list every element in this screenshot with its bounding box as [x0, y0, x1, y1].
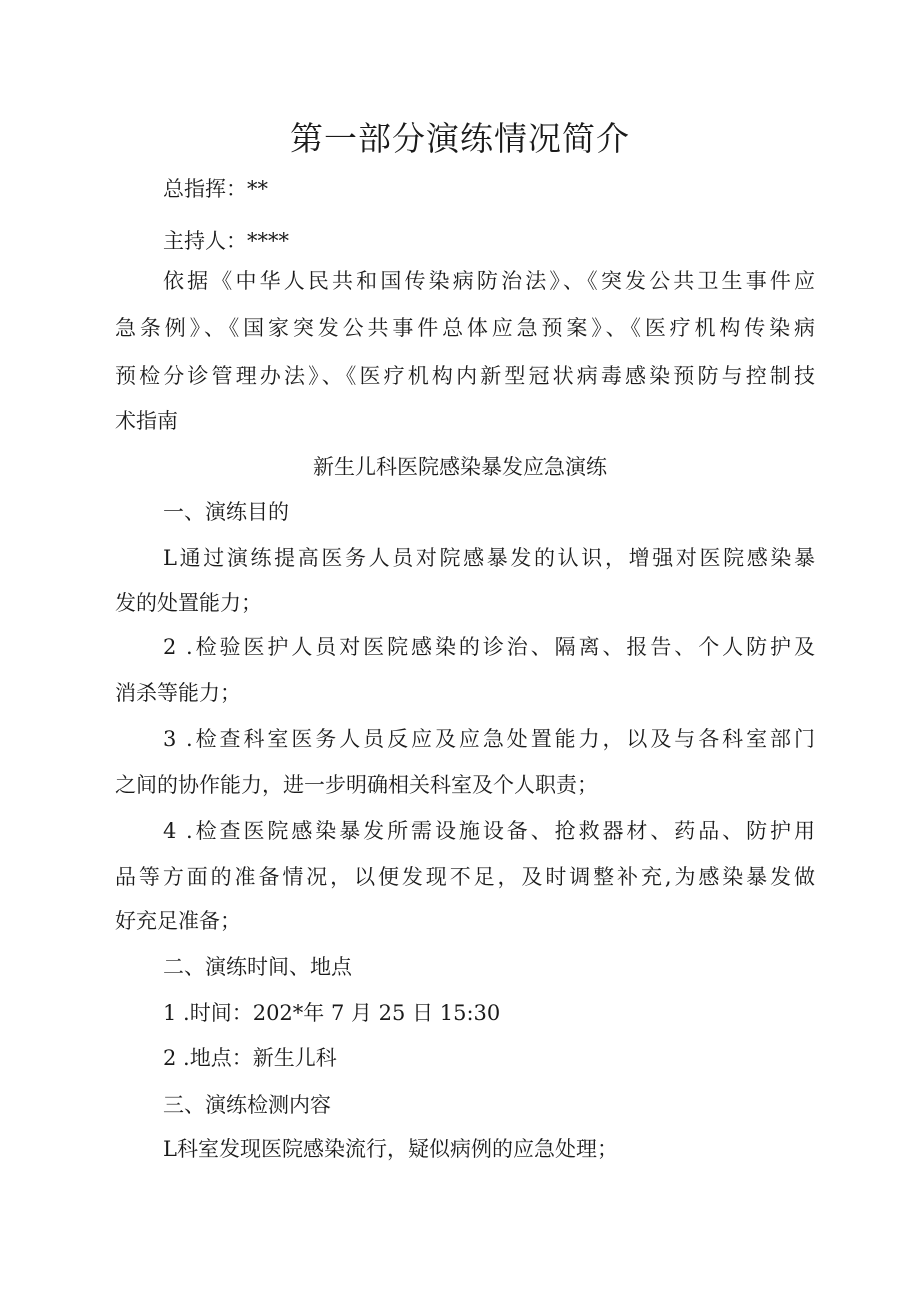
- drill-time: 1 .时间：202*年 7 月 25 日 15:30: [163, 1001, 501, 1025]
- purpose-item-1-line-1: L通过演练提高医务人员对院感暴发的认识，增强对医院感染暴: [163, 546, 815, 570]
- purpose-item-3-line-2: 之间的协作能力，进一步明确相关科室及个人职责；: [115, 773, 598, 797]
- drill-subtitle: 新生儿科医院感染暴发应急演练: [313, 455, 607, 479]
- purpose-item-4-line-3: 好充足准备；: [115, 909, 241, 933]
- purpose-item-3-line-1: 3 .检查科室医务人员反应及应急处置能力，以及与各科室部门: [163, 727, 815, 751]
- basis-paragraph-line-2: 急条例》、《国家突发公共事件总体应急预案》、《医疗机构传染病: [115, 316, 815, 340]
- page-title: 第一部分演练情况简介: [290, 119, 630, 158]
- basis-paragraph-line-4: 术指南: [115, 409, 178, 433]
- host-line: 主持人：****: [163, 229, 289, 253]
- section-heading-purpose: 一、演练目的: [163, 500, 289, 524]
- purpose-item-1-line-2: 发的处置能力；: [115, 591, 262, 615]
- basis-paragraph-line-1: 依据《中华人民共和国传染病防治法》、《突发公共卫生事件应: [163, 269, 815, 293]
- content-item-1: L科室发现医院感染流行，疑似病例的应急处理；: [163, 1137, 618, 1161]
- purpose-item-2-line-1: 2 .检验医护人员对医院感染的诊治、隔离、报告、个人防护及: [163, 635, 815, 659]
- commander-line: 总指挥：**: [163, 177, 268, 201]
- purpose-item-4-line-2: 品等方面的准备情况，以便发现不足，及时调整补充,为感染暴发做: [115, 865, 815, 889]
- section-heading-time-place: 二、演练时间、地点: [163, 955, 352, 979]
- purpose-item-4-line-1: 4 .检查医院感染暴发所需设施设备、抢救器材、药品、防护用: [163, 819, 815, 843]
- drill-location: 2 .地点：新生儿科: [163, 1046, 337, 1070]
- purpose-item-2-line-2: 消杀等能力；: [115, 681, 241, 705]
- basis-paragraph-line-3: 预检分诊管理办法》、《医疗机构内新型冠状病毒感染预防与控制技: [115, 364, 815, 388]
- section-heading-content: 三、演练检测内容: [163, 1093, 331, 1117]
